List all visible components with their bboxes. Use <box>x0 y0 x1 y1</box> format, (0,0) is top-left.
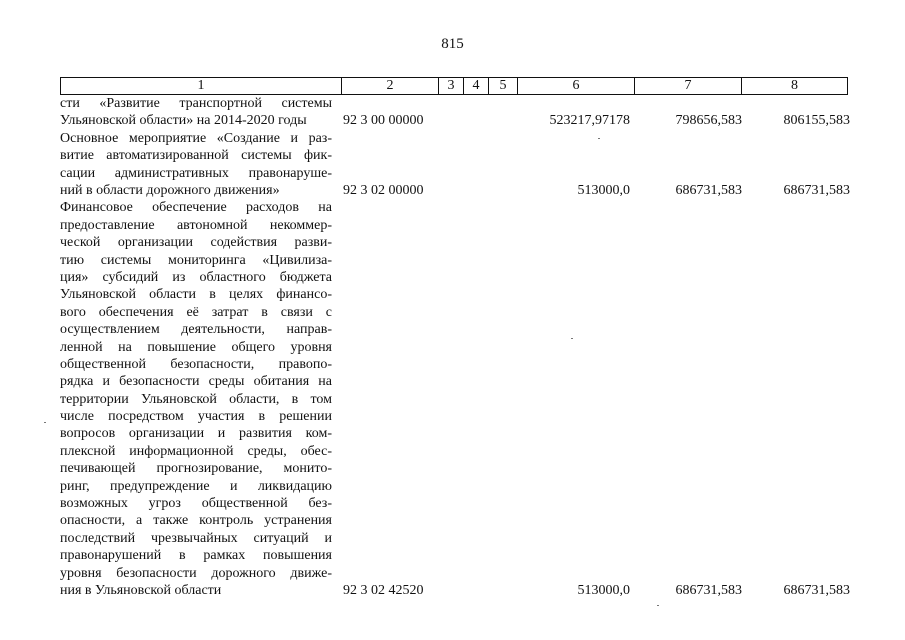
description-line: последствий чрезвычайных ситуаций и <box>60 530 332 546</box>
description-line: Финансовое обеспечение расходов на <box>60 200 332 216</box>
row-description <box>60 130 332 200</box>
value-col6: 523217,97178 <box>549 113 630 129</box>
scan-speck <box>44 422 46 423</box>
page-number: 815 <box>441 36 464 52</box>
description-line: вопросов организации и развития ком- <box>60 426 332 442</box>
scan-speck <box>571 338 573 339</box>
scan-speck <box>598 138 600 139</box>
column-header-table <box>60 77 848 95</box>
description-line: ринг, предупреждение и ликвидацию <box>60 478 332 494</box>
description-line: ленной на повышение общего уровня <box>60 339 332 355</box>
column-header-1: 1 <box>61 78 342 95</box>
description-line: числе посредством участия в решении <box>60 409 332 425</box>
row-description <box>60 95 332 130</box>
scan-speck <box>657 605 659 606</box>
column-header-7: 7 <box>635 78 742 95</box>
description-line: вого обеспечения её затрат в связи с <box>60 304 332 320</box>
value-col8: 686731,583 <box>783 182 850 198</box>
column-header-3: 3 <box>439 78 464 95</box>
column-header-4: 4 <box>464 78 489 95</box>
value-col8: 686731,583 <box>783 583 850 599</box>
value-col7: 798656,583 <box>675 113 742 129</box>
value-col6: 513000,0 <box>577 182 630 198</box>
row-code: 92 3 02 00000 <box>343 182 424 198</box>
description-line: правонарушений в рамках повышения <box>60 548 332 564</box>
value-col6: 513000,0 <box>577 583 630 599</box>
description-line: Ульяновской области» на 2014-2020 годы <box>60 113 307 129</box>
column-header-6: 6 <box>518 78 635 95</box>
value-col7: 686731,583 <box>675 182 742 198</box>
description-line: печивающей прогнозирование, монито- <box>60 461 332 477</box>
description-line: плексной информационной среды, обес- <box>60 443 332 459</box>
column-header-8: 8 <box>742 78 848 95</box>
description-line: осуществлением деятельности, направ- <box>60 322 332 338</box>
description-line: Основное мероприятие «Создание и раз- <box>60 130 332 146</box>
description-line: опасности, а также контроль устранения <box>60 513 332 529</box>
description-line: уровня безопасности дорожного движе- <box>60 565 332 581</box>
column-header-5: 5 <box>489 78 518 95</box>
description-line: тию системы мониторинга «Цивилиза- <box>60 252 332 268</box>
description-line: предоставление автономной некоммер- <box>60 217 332 233</box>
row-code: 92 3 00 00000 <box>343 113 424 129</box>
description-line: витие автоматизированной системы фик- <box>60 148 332 164</box>
column-header-2: 2 <box>342 78 439 95</box>
value-col7: 686731,583 <box>675 583 742 599</box>
column-header-row <box>61 78 848 95</box>
description-line: рядка и безопасности среды обитания на <box>60 374 332 390</box>
row-code: 92 3 02 42520 <box>343 583 424 599</box>
description-line: общественной безопасности, правопо- <box>60 356 332 372</box>
value-col8: 806155,583 <box>783 113 850 129</box>
description-line: ния в Ульяновской области <box>60 582 222 598</box>
description-line: возможных угроз общественной без- <box>60 496 332 512</box>
row-description <box>60 199 332 599</box>
description-line: сти «Развитие транспортной системы <box>60 96 332 111</box>
description-line: ний в области дорожного движения» <box>60 182 280 198</box>
description-line: ция» субсидий из областного бюджета <box>60 269 332 285</box>
description-line: сации административных правонаруше- <box>60 165 332 181</box>
description-line: ческой организации содействия разви- <box>60 235 332 251</box>
description-line: Ульяновской области в целях финансо- <box>60 287 332 303</box>
description-line: территории Ульяновской области, в том <box>60 391 332 407</box>
